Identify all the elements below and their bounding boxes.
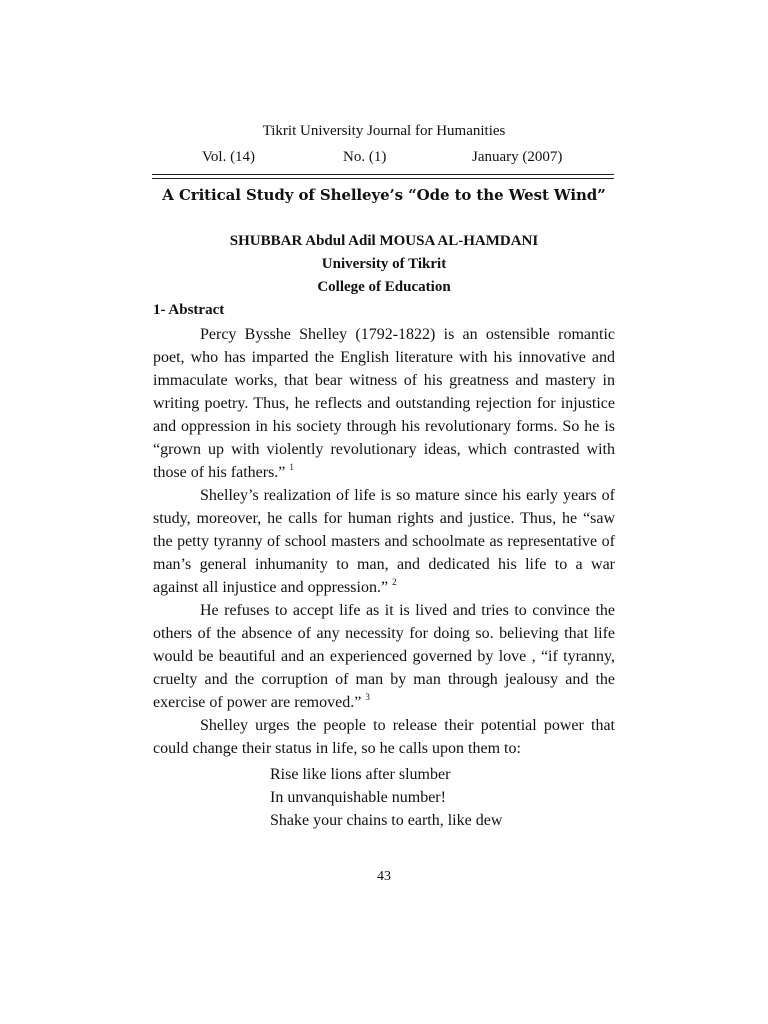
paragraph-3-text: He refuses to accept life as it is lived and tries to convince the others of the absence of any necessity for doing so. believing that life would be beautiful and an experienced governed by love , “if tyranny, cruelty and the corruption of man by man through jealousy and the exercise of power are removed.” [153,602,615,711]
verse-line: Rise like lions after slumber [270,766,451,783]
verse-line: Shake your chains to earth, like dew [270,812,503,829]
affiliation-university: University of Tikrit [321,256,447,272]
verse-quote [270,763,502,832]
abstract-body [153,323,615,760]
header-rule-top [152,174,614,175]
paragraph-2 [153,484,615,599]
author-name: SHUBBAR Abdul Adil MOUSA AL-HAMDANI [229,233,539,249]
volume-label: Vol. (14) [202,149,256,165]
footnote-ref-3: 3 [365,692,370,702]
footnote-ref-2: 2 [392,577,397,587]
paragraph-3 [153,599,615,714]
verse-line: In unvanquishable number! [270,789,446,806]
abstract-heading: 1- Abstract [153,302,225,318]
paragraph-4 [153,714,615,760]
paragraph-1 [153,323,615,484]
page-number: 43 [377,869,391,884]
issue-number: No. (1) [343,149,387,165]
affiliation-college: College of Education [317,279,451,295]
paragraph-1-text: Percy Bysshe Shelley (1792-1822) is an ostensible romantic poet, who has imparted the English literature with his innovative and immaculate works, that bear witness of his greatness and mastery in writing poetry. Thus, he reflects and outstanding rejection for injustice and oppression in his society through his revolutionary forms. So he is “grown up with violently revolutionary ideas, which contrasted with those of his fathers.” [153,326,615,481]
issue-date: January (2007) [472,149,563,165]
header-rule-bottom [152,178,614,179]
journal-name: Tikrit University Journal for Humanities [262,123,506,139]
paragraph-4-text: Shelley urges the people to release their potential power that could change their status in life, so he calls upon them to: [153,717,615,757]
paragraph-2-text: Shelley’s realization of life is so mature since his early years of study, moreover, he calls for human rights and justice. Thus, he “saw the petty tyranny of school masters and schoolmate as representative of man’s general inhumanity to man, and dedicated his life to a war against all injustice and oppression.” [153,487,615,596]
article-title: A Critical Study of Shelleye’s “Ode to the West Wind” [162,186,606,204]
footnote-ref-1: 1 [289,462,294,472]
